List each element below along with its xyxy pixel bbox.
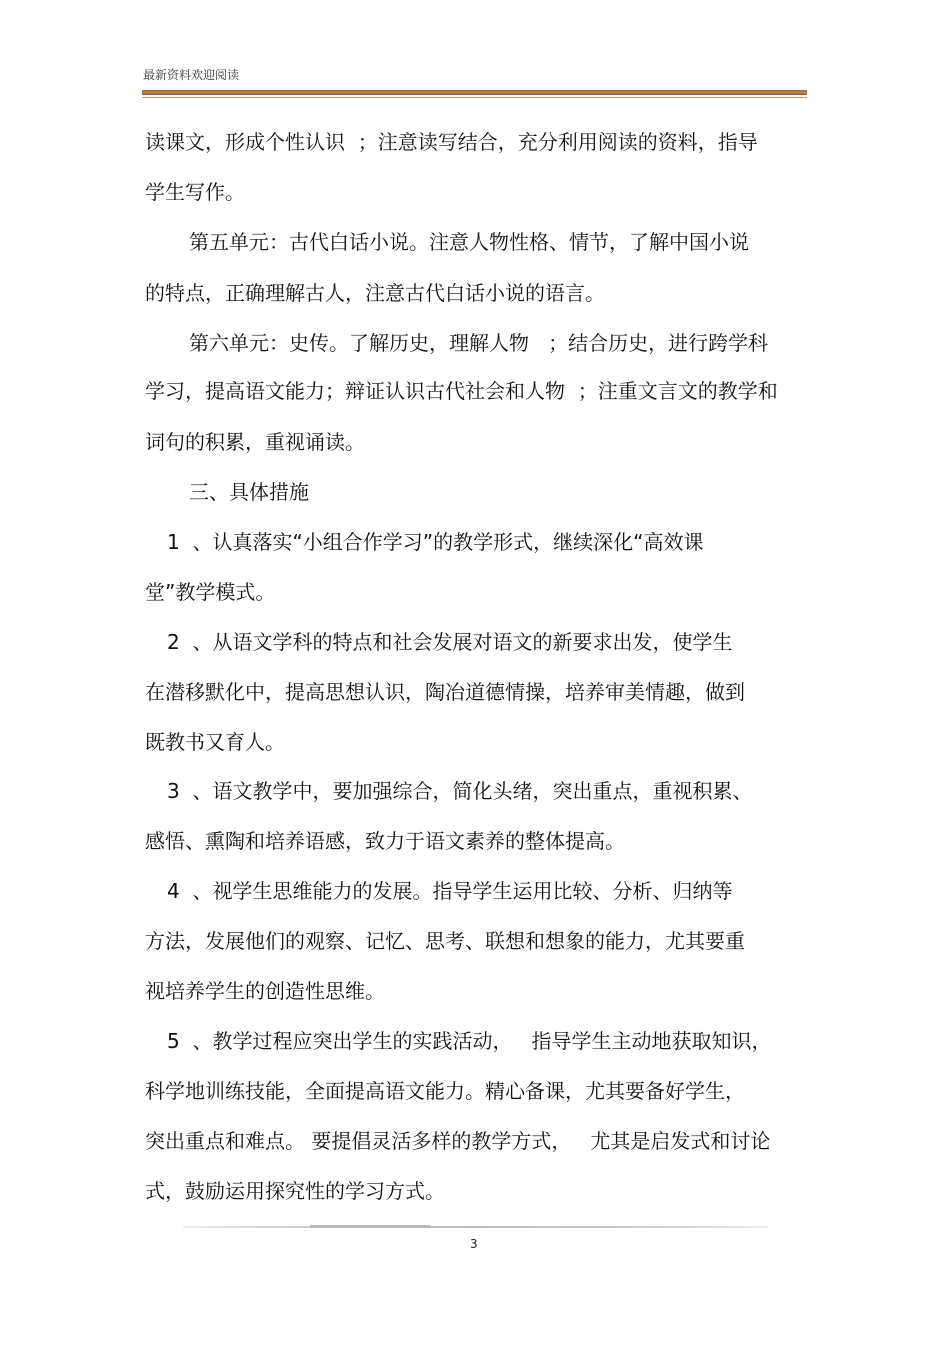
text-line: 式，鼓励运用探究性的学习方式。 [145,1179,445,1203]
text-line: 第六单元：史传。了解历史，理解人物 ；结合历史，进行跨学科 [189,331,769,355]
footer-divider [183,1226,768,1228]
text-line: 4 、视学生思维能力的发展。指导学生运用比较、分析、归纳等 [167,879,733,903]
text-line: 堂”教学模式。 [145,580,276,604]
text-line: 学习，提高语文能力；辩证认识古代社会和人物 ；注重文言文的教学和 [145,379,778,403]
text-line: 2 、从语文学科的特点和社会发展对语文的新要求出发，使学生 [167,630,733,654]
text-line: 第五单元：古代白话小说。注意人物性格、情节，了解中国小说 [189,230,749,254]
footer-divider-accent [310,1225,430,1228]
text-line: 学生写作。 [145,180,245,204]
header-divider-thin [142,97,807,98]
text-line: 科学地训练技能，全面提高语文能力。精心备课，尤其要备好学生， [145,1079,745,1103]
header-title: 最新资料欢迎阅读 [143,68,240,82]
page-number: 3 [470,1237,478,1251]
text-line: 既教书又育人。 [145,730,285,754]
header-divider [142,90,807,95]
text-line: 在潜移默化中，提高思想认识，陶冶道德情操，培养审美情趣，做到 [145,680,745,704]
text-line: 3 、语文教学中，要加强综合，简化头绪，突出重点，重视积累、 [167,779,753,803]
section-heading: 三、具体措施 [189,480,309,504]
text-line: 方法，发展他们的观察、记忆、思考、联想和想象的能力，尤其要重 [145,929,745,953]
text-line: 词句的积累，重视诵读。 [145,430,365,454]
text-line: 读课文，形成个性认识 ；注意读写结合，充分利用阅读的资料，指导 [145,130,758,154]
text-line: 突出重点和难点。 要提倡灵活多样的教学方式， 尤其是启发式和讨论 [145,1129,771,1153]
text-line: 感悟、熏陶和培养语感，致力于语文素养的整体提高。 [145,829,625,853]
text-line: 1 、认真落实“小组合作学习”的教学形式，继续深化“高效课 [167,530,704,554]
text-line: 5 、教学过程应突出学生的实践活动， 指导学生主动地获取知识， [167,1029,772,1053]
text-line: 视培养学生的创造性思维。 [145,979,385,1003]
text-line: 的特点，正确理解古人，注意古代白话小说的语言。 [145,281,605,305]
